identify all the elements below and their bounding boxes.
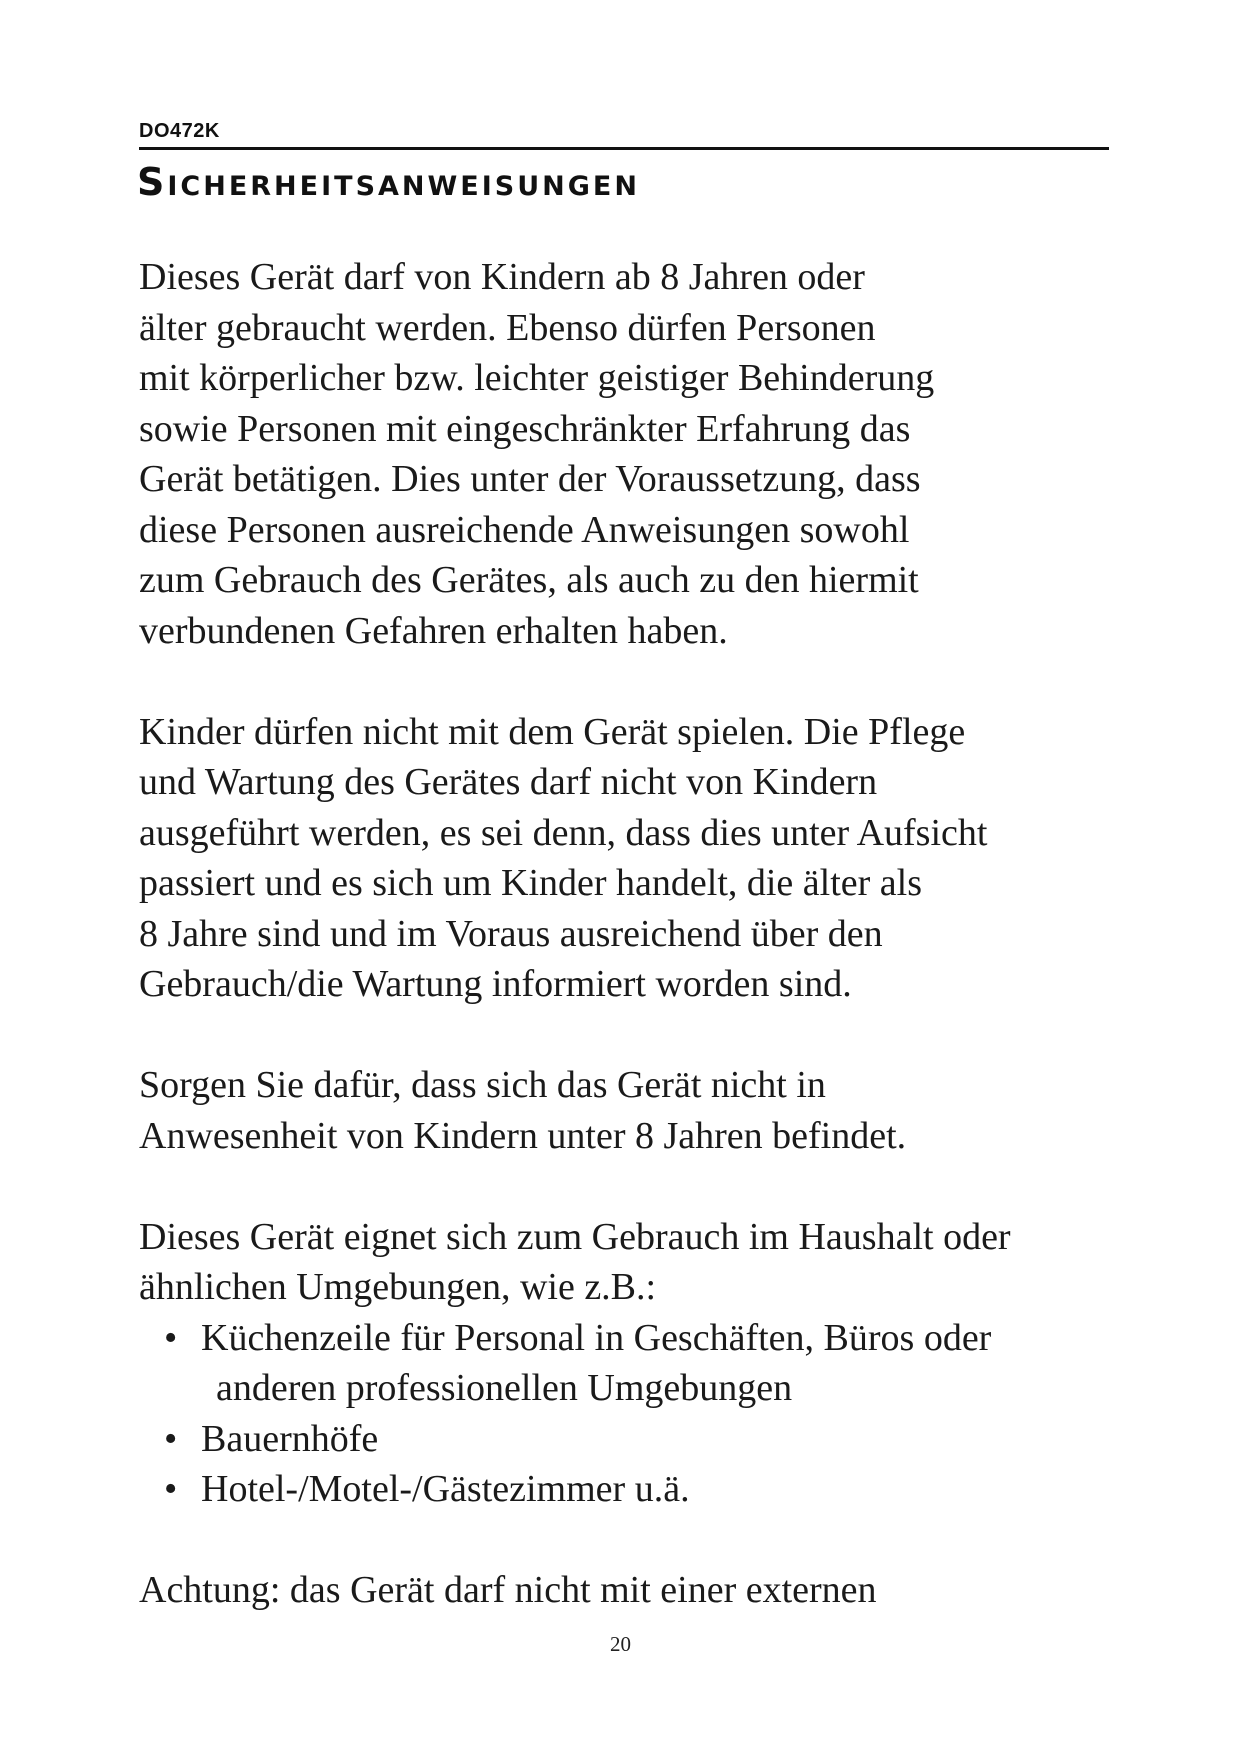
paragraph-warning (139, 1565, 1119, 1616)
text-line: verbundenen Gefahren erhalten haben. (139, 609, 728, 652)
text-line: zum Gebrauch des Gerätes, als auch zu den hiermit (139, 559, 919, 601)
text-line: Dieses Gerät eignet sich zum Gebrauch im Haushalt oder (139, 1215, 1011, 1258)
list-item-text: Küchenzeile für Personal in Geschäften, Büros oder (201, 1316, 992, 1359)
text-line: Kinder dürfen nicht mit dem Gerät spielen. Die Pflege (139, 710, 966, 753)
list-item (139, 1464, 1119, 1515)
list-item-text: Bauernhöfe (201, 1417, 379, 1460)
header-rule (139, 147, 1109, 150)
paragraph-keep-away (139, 1060, 1119, 1161)
page-title: Sicherheitsanweisungen (137, 160, 640, 204)
text-line: 8 Jahre sind und im Voraus ausreichend über den (139, 912, 883, 955)
text-line: Gebrauch/die Wartung informiert worden sind. (139, 963, 852, 1005)
text-line: diese Personen ausreichende Anweisungen sowohl (139, 508, 910, 551)
page-number: 20 (610, 1632, 631, 1656)
list-item (139, 1414, 1119, 1465)
text-line: Sorgen Sie dafür, dass sich das Gerät nicht in (139, 1064, 826, 1106)
list-item-text: anderen professionellen Umgebungen (216, 1367, 793, 1409)
text-line: Gerät betätigen. Dies unter der Voraussetzung, dass (139, 458, 921, 500)
text-line: Achtung: das Gerät darf nicht mit einer externen (139, 1569, 877, 1611)
text-line: älter gebraucht werden. Ebenso dürfen Personen (139, 306, 876, 349)
bullet-icon: • (164, 1468, 178, 1510)
list-item (139, 1313, 1119, 1414)
body-content (139, 252, 1119, 1616)
text-line: Anwesenheit von Kindern unter 8 Jahren befindet. (139, 1114, 907, 1157)
paragraph-age-restriction (139, 252, 1119, 656)
model-code: DO472K (139, 120, 220, 142)
text-line: Dieses Gerät darf von Kindern ab 8 Jahren oder (139, 256, 865, 298)
text-line: ausgeführt werden, es sei denn, dass dies unter Aufsicht (139, 811, 988, 854)
bullet-icon: • (164, 1417, 178, 1460)
text-line: sowie Personen mit eingeschränkter Erfahrung das (139, 407, 911, 450)
usage-environment-list (139, 1313, 1119, 1515)
paragraph-household-use (139, 1212, 1119, 1313)
list-item-text: Hotel-/Motel-/Gästezimmer u.ä. (201, 1468, 690, 1510)
bullet-icon: • (164, 1316, 178, 1359)
text-line: passiert und es sich um Kinder handelt, die älter als (139, 862, 923, 904)
text-line: und Wartung des Gerätes darf nicht von Kindern (139, 761, 878, 803)
paragraph-children-play (139, 707, 1119, 1010)
text-line: mit körperlicher bzw. leichter geistiger Behinderung (139, 357, 935, 399)
text-line: ähnlichen Umgebungen, wie z.B.: (139, 1266, 657, 1308)
